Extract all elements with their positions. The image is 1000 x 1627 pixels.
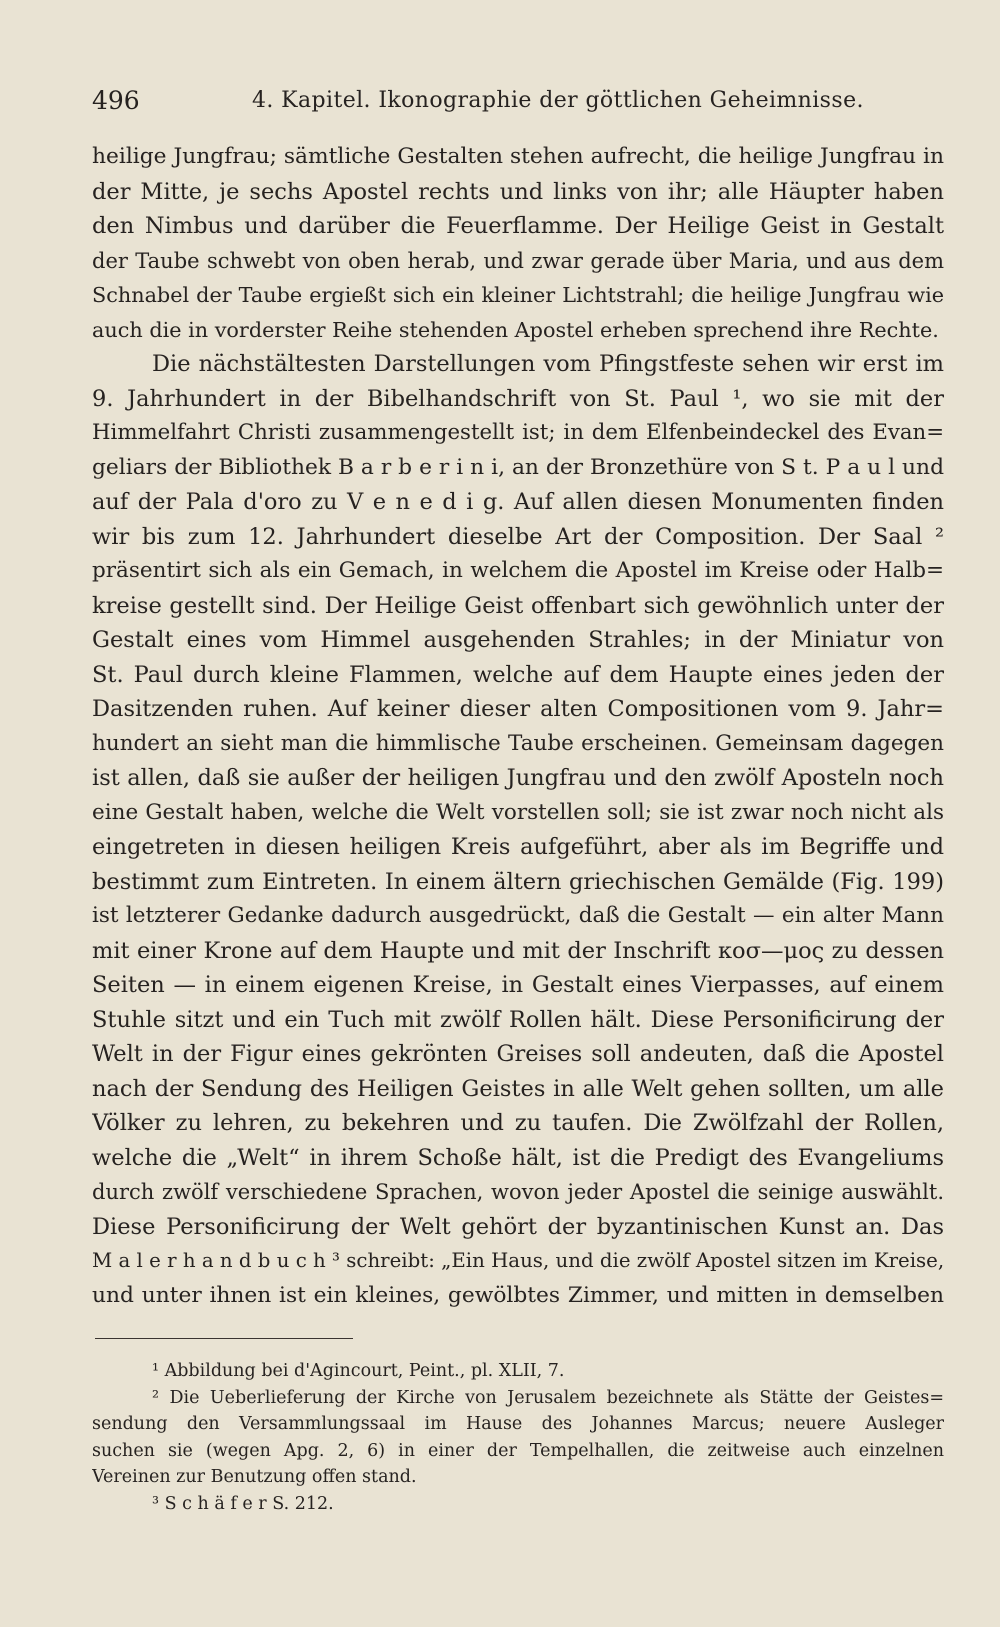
footnote-line: suchen sie (wegen Apg. 2, 6) in einer der Tempelhallen, die zeitweise auch einzelnen <box>92 1440 944 1461</box>
text-line: Gestalt eines vom Himmel ausgehenden Strahles; in der Miniatur von <box>92 627 944 653</box>
footnotes <box>92 1358 944 1517</box>
text-line: M a l e r h a n d b u c h ³ schreibt: „Ein Haus, und die zwölf Apostel sitzen im Kreise, <box>92 1249 944 1272</box>
page-number: 496 <box>92 86 140 115</box>
text-line: eine Gestalt haben, welche die Welt vorstellen soll; sie ist zwar noch nicht als <box>92 799 944 825</box>
footnote-line: ² Die Ueberlieferung der Kirche von Jerusalem bezeichnete als Stätte der Geistes= <box>152 1387 944 1408</box>
text-line: wir bis zum 12. Jahrhundert dieselbe Art der Composition. Der Saal ² <box>92 523 944 550</box>
footnote-line: ¹ Abbildung bei d'Agincourt, Peint., pl. XLII, 7. <box>152 1361 565 1381</box>
text-line: mit einer Krone auf dem Haupte und mit der Inschrift κοσ—μος zu dessen <box>92 937 944 964</box>
text-line: Die nächstältesten Darstellungen vom Pfingstfeste sehen wir erst im <box>152 351 944 377</box>
text-line: ist allen, daß sie außer der heiligen Jungfrau und den zwölf Aposteln noch <box>92 765 944 791</box>
running-head <box>92 82 944 122</box>
chapter-heading: 4. Kapitel. Ikonographie der göttlichen Geheimnisse. <box>252 88 864 113</box>
text-line: durch zwölf verschiedene Sprachen, wovon jeder Apostel die seinige auswählt. <box>92 1180 944 1204</box>
text-line: welche die „Welt“ in ihrem Schoße hält, ist die Predigt des Evangeliums <box>92 1144 944 1171</box>
text-line: hundert an sieht man die himmlische Taube erscheinen. Gemeinsam dagegen <box>92 730 944 756</box>
text-line: kreise gestellt sind. Der Heilige Geist offenbart sich gewöhnlich unter der <box>92 592 944 619</box>
text-line: Welt in der Figur eines gekrönten Greises soll andeuten, daß die Apostel <box>92 1041 944 1067</box>
text-line: Diese Personificirung der Welt gehört der byzantinischen Kunst an. Das <box>92 1213 944 1240</box>
text-line: St. Paul durch kleine Flammen, welche auf dem Haupte eines jeden der <box>92 661 944 688</box>
text-line: der Taube schwebt von oben herab, und zwar gerade über Maria, und aus dem <box>92 248 944 273</box>
text-line: geliars der Bibliothek B a r b e r i n i, an der Bronzethüre von S t. P a u l und <box>92 454 944 480</box>
text-line: Stuhle sitzt und ein Tuch mit zwölf Rollen hält. Diese Personificirung der <box>92 1006 944 1033</box>
text-line: Seiten — in einem eigenen Kreise, in Gestalt eines Vierpasses, auf einem <box>92 972 944 998</box>
text-line: ist letzterer Gedanke dadurch ausgedrückt, daß die Gestalt — ein alter Mann <box>92 903 944 928</box>
text-line: Dasitzenden ruhen. Auf keiner dieser alten Compositionen vom 9. Jahr= <box>92 696 944 722</box>
text-line: auf der Pala d'oro zu V e n e d i g. Auf allen diesen Monumenten finden <box>92 489 944 515</box>
text-line: eingetreten in diesen heiligen Kreis aufgeführt, aber als im Begriffe und <box>92 834 944 860</box>
text-line: Völker zu lehren, zu bekehren und zu taufen. Die Zwölfzahl der Rollen, <box>92 1110 944 1136</box>
main-text <box>92 140 944 1313</box>
text-line: präsentirt sich als ein Gemach, in welchem die Apostel im Kreise oder Halb= <box>92 558 944 583</box>
text-line: und unter ihnen ist ein kleines, gewölbtes Zimmer, und mitten in demselben <box>92 1282 944 1308</box>
text-line: Schnabel der Taube ergießt sich ein kleiner Lichtstrahl; die heilige Jungfrau wie <box>92 283 944 307</box>
footnote-line: Vereinen zur Benutzung offen stand. <box>92 1467 417 1487</box>
footnote-divider <box>95 1338 353 1339</box>
footnote-line: sendung den Versammlungssaal im Hause des Johannes Marcus; neuere Ausleger <box>92 1414 944 1434</box>
text-line: heilige Jungfrau; sämtliche Gestalten stehen aufrecht, die heilige Jungfrau in <box>92 144 944 169</box>
text-line: bestimmt zum Eintreten. In einem ältern griechischen Gemälde (Fig. 199) <box>92 868 944 895</box>
text-line: 9. Jahrhundert in der Bibelhandschrift von St. Paul ¹, wo sie mit der <box>92 385 944 412</box>
text-line: der Mitte, je sechs Apostel rechts und links von ihr; alle Häupter haben <box>92 178 944 205</box>
text-line: nach der Sendung des Heiligen Geistes in alle Welt gehen sollten, um alle <box>92 1075 944 1102</box>
text-line: auch die in vorderster Reihe stehenden Apostel erheben sprechend ihre Rechte. <box>92 317 939 342</box>
footnote-line: ³ S c h ä f e r S. 212. <box>152 1493 334 1514</box>
text-line: den Nimbus und darüber die Feuerflamme. Der Heilige Geist in Gestalt <box>92 213 944 239</box>
text-line: Himmelfahrt Christi zusammengestellt ist; in dem Elfenbeindeckel des Evan= <box>92 420 944 445</box>
